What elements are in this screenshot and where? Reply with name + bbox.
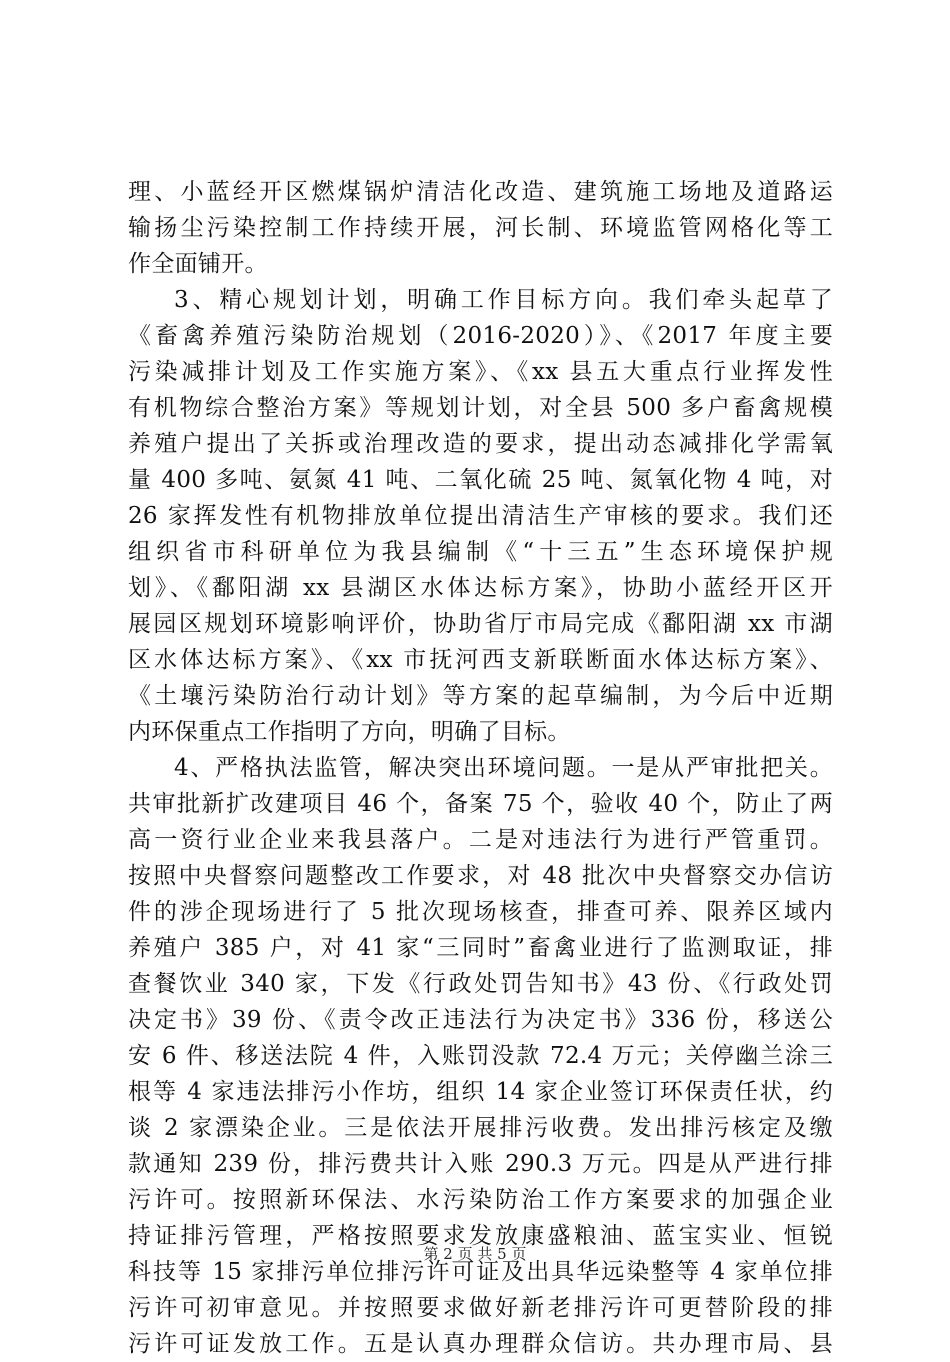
text-line: 查餐饮业 340 家，下发《行政处罚告知书》43 份、《行政处罚: [128, 971, 833, 997]
text-line: 污染减排计划及工作实施方案》、《xx 县五大重点行业挥发性: [128, 359, 833, 385]
text-line: 决定书》39 份、《责令改正违法行为决定书》336 份，移送公: [128, 1007, 833, 1033]
text-line: 区水体达标方案》、《xx 市抚河西支新联断面水体达标方案》、: [128, 647, 833, 673]
page-number-footer: 第 2 页 共 5 页: [423, 1245, 527, 1263]
paragraph-start-line: 4、严格执法监管，解决突出环境问题。一是从严审批把关。: [174, 755, 833, 781]
document-body: [128, 174, 833, 1362]
text-line: 根等 4 家违法排污小作坊，组织 14 家企业签订环保责任状，约: [128, 1079, 833, 1105]
text-line: 《土壤污染防治行动计划》等方案的起草编制，为今后中近期: [128, 683, 833, 709]
text-line: 理、小蓝经开区燃煤锅炉清洁化改造、建筑施工场地及道路运: [128, 179, 833, 205]
text-line: 划》、《鄱阳湖 xx 县湖区水体达标方案》，协助小蓝经开区开: [128, 575, 833, 601]
text-line: 组织省市科研单位为我县编制《“十三五”生态环境保护规: [128, 539, 833, 565]
text-line: 持证排污管理，严格按照要求发放康盛粮油、蓝宝实业、恒锐: [128, 1223, 833, 1249]
text-line: 共审批新扩改建项目 46 个，备案 75 个，验收 40 个，防止了两: [128, 791, 833, 817]
text-line: 输扬尘污染控制工作持续开展，河长制、环境监管网格化等工: [128, 215, 833, 241]
paragraph-start-line: 3、精心规划计划，明确工作目标方向。我们牵头起草了: [174, 287, 833, 313]
text-line: 内环保重点工作指明了方向，明确了目标。: [128, 719, 571, 745]
text-line: 展园区规划环境影响评价，协助省厅市局完成《鄱阳湖 xx 市湖: [128, 611, 833, 637]
text-line: 按照中央督察问题整改工作要求，对 48 批次中央督察交办信访: [128, 863, 833, 889]
text-line: 件的涉企现场进行了 5 批次现场核查，排查可养、限养区域内: [128, 899, 833, 925]
text-line: 款通知 239 份，排污费共计入账 290.3 万元。四是从严进行排: [128, 1151, 833, 1177]
text-line: 高一资行业企业来我县落户。二是对违法行为进行严管重罚。: [128, 827, 833, 853]
text-line: 污许可初审意见。并按照要求做好新老排污许可更替阶段的排: [128, 1295, 833, 1321]
text-line: 养殖户提出了关拆或治理改造的要求，提出动态减排化学需氧: [128, 431, 833, 457]
text-line: 作全面铺开。: [128, 251, 268, 277]
text-line: 污许可。按照新环保法、水污染防治工作方案要求的加强企业: [128, 1187, 833, 1213]
text-line: 科技等 15 家排污单位排污许可证及出具华远染整等 4 家单位排: [128, 1259, 833, 1285]
text-line: 有机物综合整治方案》等规划计划，对全县 500 多户畜禽规模: [128, 395, 833, 421]
text-line: 《畜禽养殖污染防治规划（2016-2020）》、《2017 年度主要: [128, 323, 833, 349]
text-line: 养殖户 385 户，对 41 家“三同时”畜禽业进行了监测取证，排: [128, 935, 833, 961]
text-line: 26 家挥发性有机物排放单位提出清洁生产审核的要求。我们还: [128, 503, 833, 529]
text-line: 谈 2 家漂染企业。三是依法开展排污收费。发出排污核定及缴: [128, 1115, 833, 1141]
text-line: 安 6 件、移送法院 4 件，入账罚没款 72.4 万元；关停幽兰涂三: [128, 1043, 833, 1069]
text-line: 污许可证发放工作。五是认真办理群众信访。共办理市局、县: [128, 1331, 833, 1357]
text-line: 量 400 多吨、氨氮 41 吨、二氧化硫 25 吨、氮氧化物 4 吨，对: [128, 467, 833, 493]
